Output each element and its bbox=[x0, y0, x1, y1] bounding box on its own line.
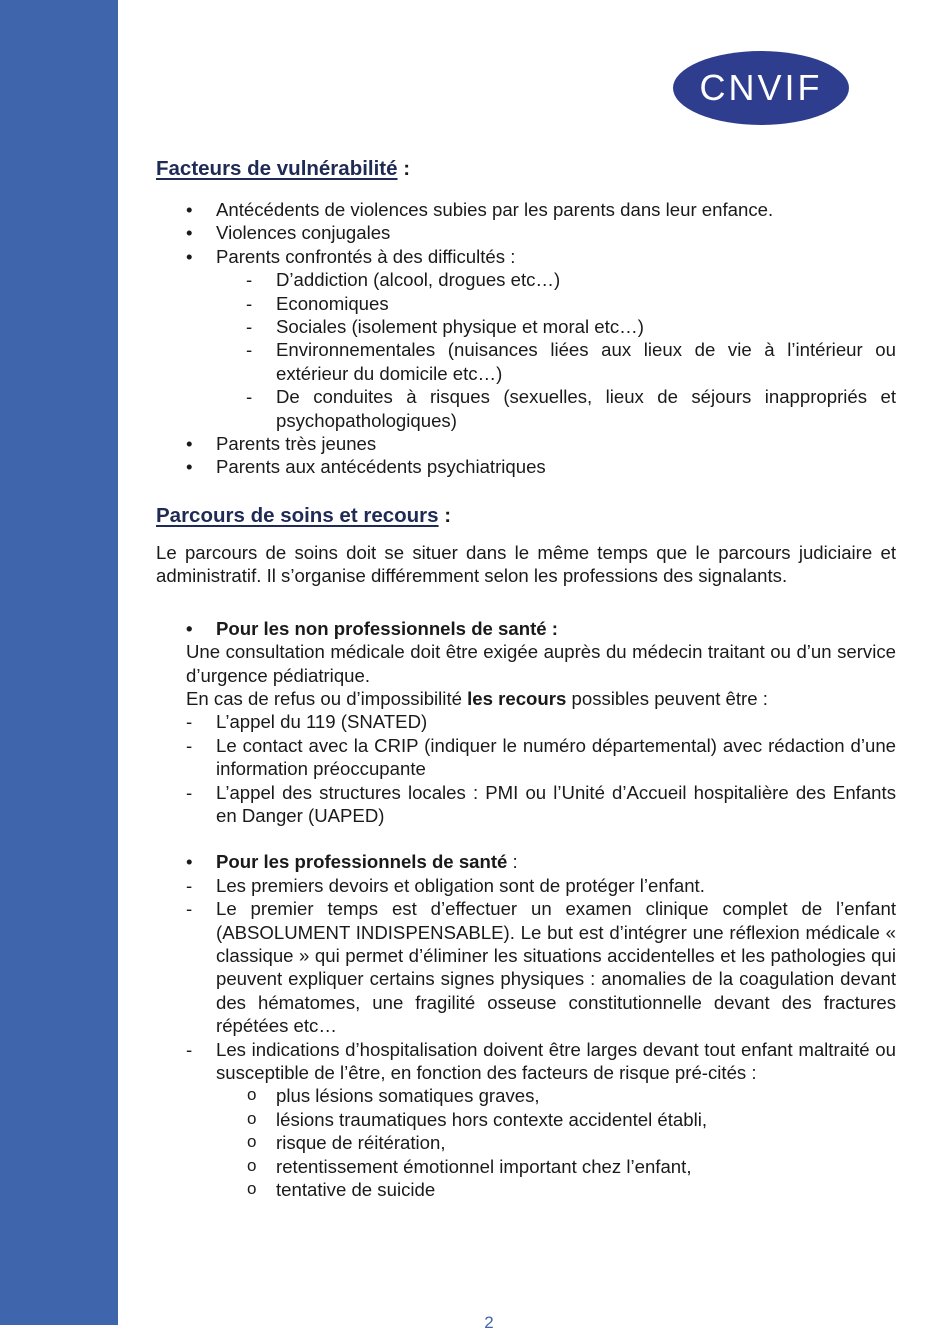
cnvif-logo bbox=[672, 50, 850, 126]
section-title-parcours bbox=[156, 501, 896, 531]
list-item: • Violences conjugales bbox=[156, 221, 896, 244]
list-item: - Le premier temps est d’effectuer un examen clinique complet de l’enfant (ABSOLUMENT INDISPENSABLE). Le but est d’intégrer une réflexion médicale « classique » qui permet d’éliminer les situations accidentelles et les pathologies qui peuvent expliquer certains signes physiques : anomalies de la coagulation devant des hématomes, une fragilité osseuse constitutionnelle devant des fractures répétées etc… bbox=[156, 897, 896, 1037]
list-item: - L’appel du 119 (SNATED) bbox=[156, 710, 896, 733]
non-professionals-text: Une consultation médicale doit être exigée auprès du médecin traitant ou d’un service d’urgence pédiatrique. bbox=[186, 641, 896, 686]
list-item: • Parents aux antécédents psychiatriques bbox=[156, 455, 896, 478]
intro-paragraph: Le parcours de soins doit se situer dans le même temps que le parcours judiciaire et administratif. Il s’organise différemment selon les professions des signalants. bbox=[156, 541, 896, 587]
list-item: • Parents très jeunes bbox=[156, 432, 896, 455]
sublist-item: - Environnementales (nuisances liées aux lieux de vie à l’intérieur ou extérieur du domicile etc…) bbox=[156, 338, 896, 385]
professionals-list bbox=[156, 874, 896, 1085]
professionals-title-text: Pour les professionnels de santé bbox=[216, 851, 508, 873]
page-content bbox=[156, 154, 896, 1201]
recours-bold: les recours bbox=[467, 687, 567, 709]
list-item: - Les premiers devoirs et obligation sont de protéger l’enfant. bbox=[156, 874, 896, 897]
difficulties-sublist bbox=[156, 268, 896, 432]
vulnerability-factors-list-continued bbox=[156, 432, 896, 479]
professionals-block bbox=[156, 850, 896, 873]
list-item: - L’appel des structures locales : PMI ou l’Unité d’Accueil hospitalière des Enfants en Danger (UAPED) bbox=[156, 781, 896, 828]
non-professionals-title: • Pour les non professionnels de santé : bbox=[186, 617, 896, 640]
sublist-item: - Economiques bbox=[156, 292, 896, 315]
sublist-item: - D’addiction (alcool, drogues etc…) bbox=[156, 268, 896, 291]
professionals-title-colon: : bbox=[507, 851, 518, 873]
list-item: o tentative de suicide bbox=[156, 1178, 896, 1201]
logo-text: CNVIF bbox=[699, 67, 823, 108]
list-item: o risque de réitération, bbox=[156, 1131, 896, 1154]
list-item: o plus lésions somatiques graves, bbox=[156, 1084, 896, 1107]
non-professionals-block bbox=[156, 617, 896, 711]
page-number: 2 bbox=[484, 1313, 494, 1332]
list-item bbox=[156, 245, 896, 268]
vulnerability-factors-list bbox=[156, 198, 896, 268]
section-title-vulnerabilite bbox=[156, 154, 896, 184]
left-sidebar-band bbox=[0, 0, 118, 1325]
list-item-label: Parents confrontés à des difficultés : bbox=[216, 245, 516, 267]
recours-after: possibles peuvent être : bbox=[566, 687, 768, 709]
section-title-text: Parcours de soins et recours bbox=[156, 503, 439, 527]
professionals-title bbox=[186, 850, 896, 873]
section-title-colon: : bbox=[397, 157, 411, 180]
list-item: • Antécédents de violences subies par les parents dans leur enfance. bbox=[156, 198, 896, 221]
hospitalisation-criteria-list bbox=[156, 1084, 896, 1201]
section-title-text: Facteurs de vulnérabilité bbox=[156, 157, 398, 180]
list-item: o lésions traumatiques hors contexte accidentel établi, bbox=[156, 1108, 896, 1131]
section-title-colon: : bbox=[438, 503, 452, 527]
recours-line bbox=[186, 687, 896, 710]
recours-list bbox=[156, 710, 896, 827]
list-item: - Les indications d’hospitalisation doivent être larges devant tout enfant maltraité ou susceptible de l’être, en fonction des facteurs de risque pré-cités : bbox=[156, 1038, 896, 1085]
list-item: - Le contact avec la CRIP (indiquer le numéro départemental) avec rédaction d’une information préoccupante bbox=[156, 734, 896, 781]
list-item: o retentissement émotionnel important chez l’enfant, bbox=[156, 1155, 896, 1178]
sublist-item: - Sociales (isolement physique et moral etc…) bbox=[156, 315, 896, 338]
recours-before: En cas de refus ou d’impossibilité bbox=[186, 687, 468, 709]
sublist-item: - De conduites à risques (sexuelles, lieux de séjours inappropriés et psychopathologiques) bbox=[156, 385, 896, 432]
